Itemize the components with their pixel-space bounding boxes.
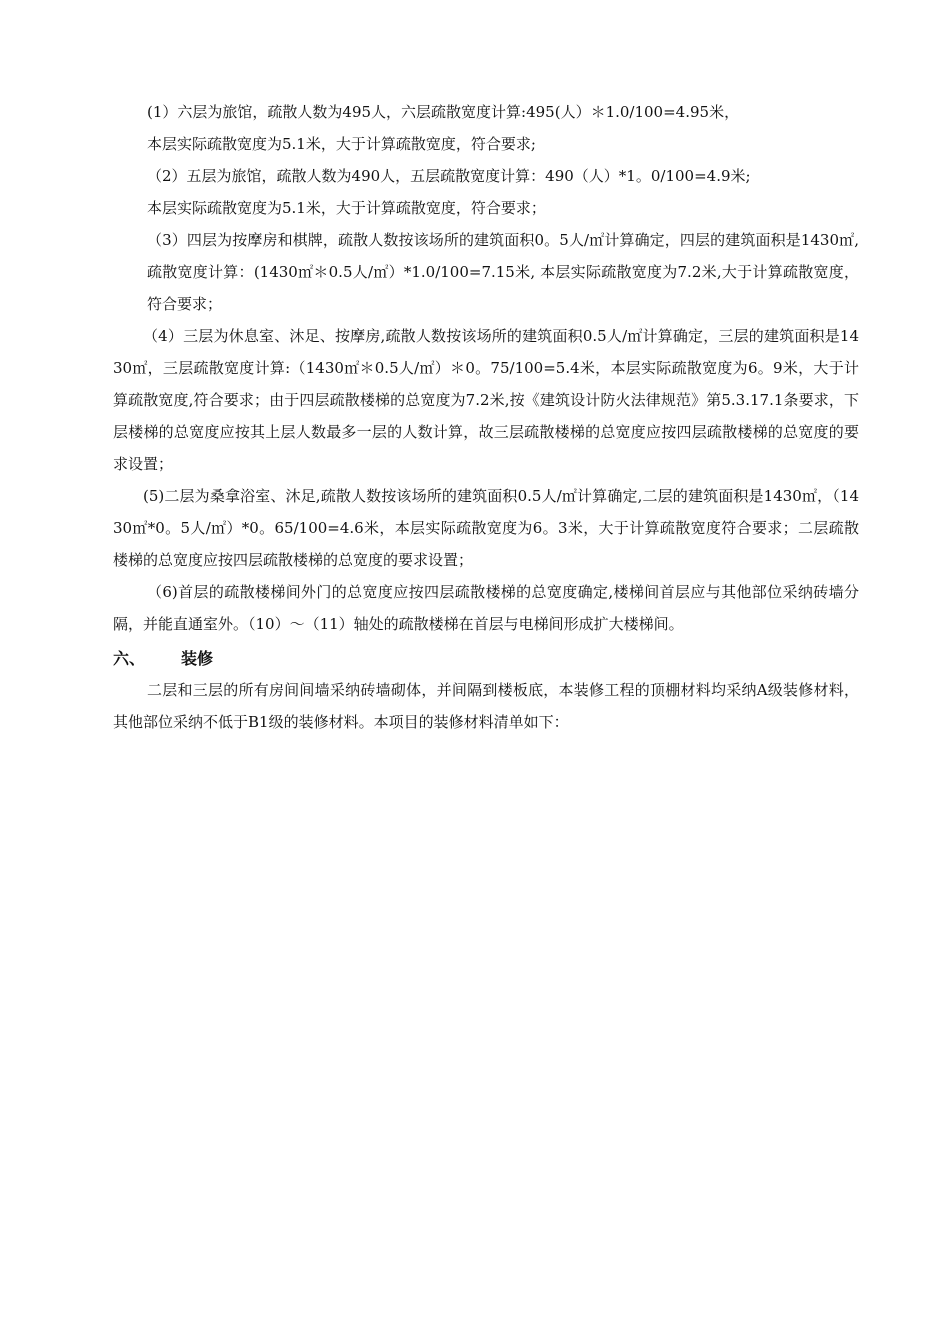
paragraph-ground-floor: （6)首层的疏散楼梯间外门的总宽度应按四层疏散楼梯的总宽度确定,楼梯间首层应与其他部位采纳砖墙分隔，并能直通室外。（10）～（11）轴处的疏散楼梯在首层与电梯间形成扩大楼梯间。 [113,583,859,633]
paragraph-sixth-floor-line1: (1）六层为旅馆，疏散人数为495人，六层疏散宽度计算:495(人）＊1.0/100=4.95米， [147,103,740,121]
section-title: 装修 [181,649,214,668]
paragraph-fourth-floor: （3）四层为按摩房和棋牌，疏散人数按该场所的建筑面积0。5人/㎡计算确定，四层的建筑面积是1430㎡,疏散宽度计算：(1430㎡＊0.5人/㎡）*1.0/100=7.15米, 本层实际疏散宽度为7.2米,大于计算疏散宽度，符合要求； [147,231,859,313]
section-heading-decoration [113,644,859,674]
document-body [113,96,859,738]
paragraph-fifth-floor-line2: 本层实际疏散宽度为5.1米，大于计算疏散宽度，符合要求； [147,199,546,217]
paragraph-third-floor: （4）三层为休息室、沐足、按摩房,疏散人数按该场所的建筑面积0.5人/㎡计算确定，三层的建筑面积是1430㎡，三层疏散宽度计算:（1430㎡＊0.5人/㎡）＊0。75/100=5.4米，本层实际疏散宽度为6。9米，大于计算疏散宽度,符合要求；由于四层疏散楼梯的总宽度为7.2米,按《建筑设计防火法律规范》第5.3.17.1条要求，下层楼梯的总宽度应按其上层人数最多一层的人数计算，故三层疏散楼梯的总宽度应按四层疏散楼梯的总宽度的要求设置； [113,327,859,473]
paragraph-decoration-materials: 二层和三层的所有房间间墙采纳砖墙砌体，并间隔到楼板底，本装修工程的顶棚材料均采纳A级装修材料，其他部位采纳不低于B1级的装修材料。本项目的装修材料清单如下： [113,681,859,731]
paragraph-fifth-floor-line1: （2）五层为旅馆，疏散人数为490人，五层疏散宽度计算：490（人）*1。0/100=4.9米; [147,167,751,185]
paragraph-sixth-floor-line2: 本层实际疏散宽度为5.1米，大于计算疏散宽度，符合要求; [147,135,536,153]
section-number: 六、 [113,649,146,668]
paragraph-second-floor: (5)二层为桑拿浴室、沐足,疏散人数按该场所的建筑面积0.5人/㎡计算确定,二层的建筑面积是1430㎡，（1430㎡*0。5人/㎡）*0。65/100=4.6米，本层实际疏散宽度为6。3米，大于计算疏散宽度符合要求；二层疏散楼梯的总宽度应按四层疏散楼梯的总宽度的要求设置； [113,487,859,569]
